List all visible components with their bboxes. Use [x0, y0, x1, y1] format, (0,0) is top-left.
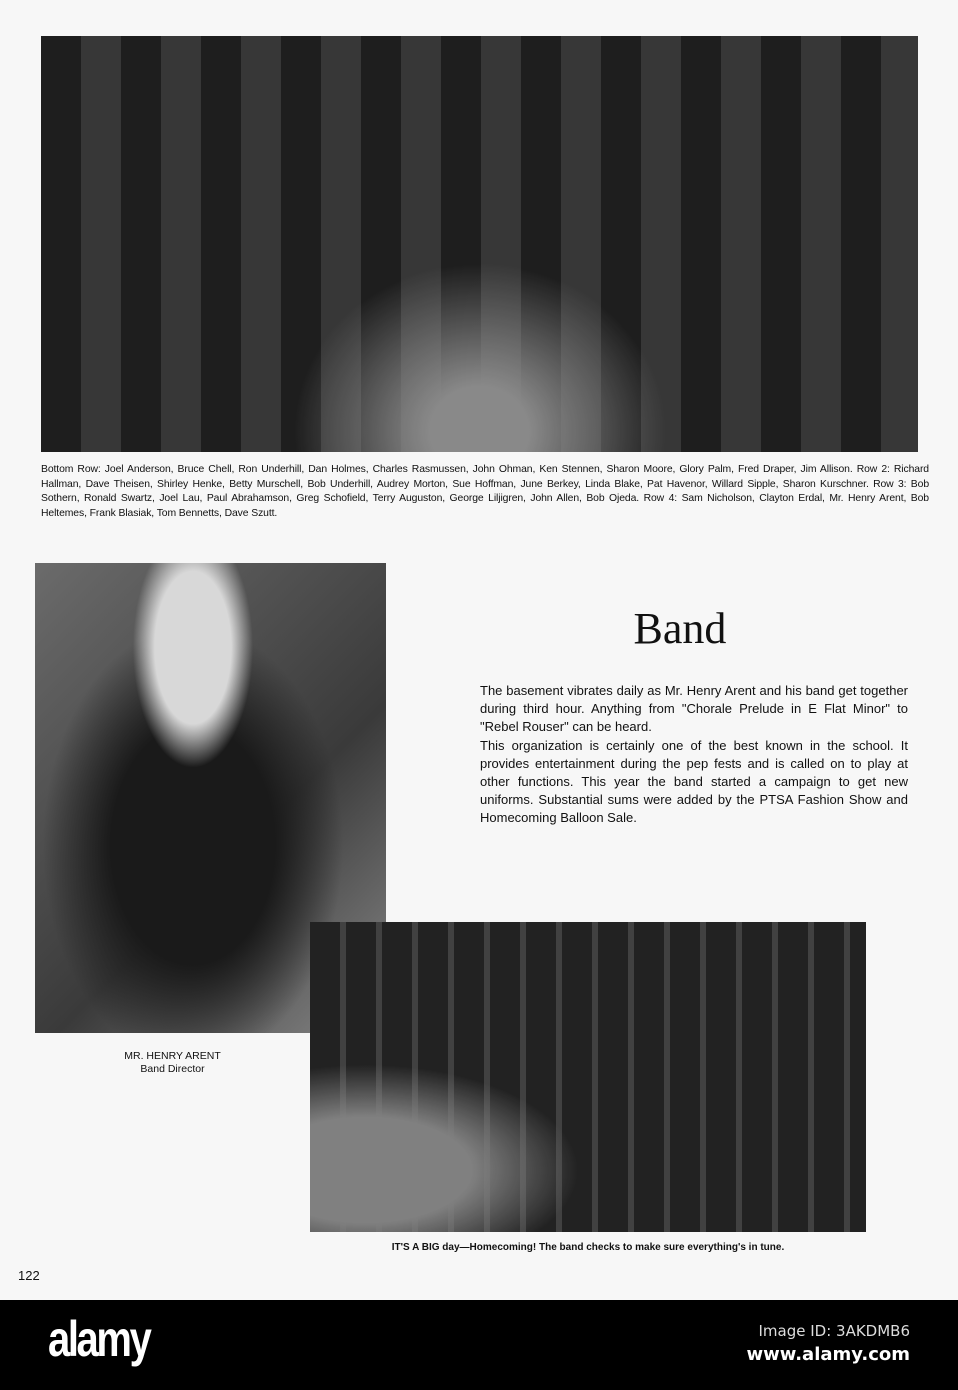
article-paragraph: This organization is certainly one of the best known in the school. It provides entertainment during the pep fests and is called on to play at other functions. This year the band started a campaign to get new uniforms. Substantial sums were added by the PTSA Fashion Show and Homecoming Balloon Sale.: [480, 737, 908, 826]
page-number: 122: [18, 1268, 40, 1283]
site-url[interactable]: www.alamy.com: [746, 1344, 910, 1365]
article-body: [480, 682, 908, 828]
rehearsal-photo-caption: IT'S A BIG day—Homecoming! The band checks to make sure everything's in tune.: [391, 1242, 785, 1253]
group-photo-caption: Bottom Row: Joel Anderson, Bruce Chell, Ron Underhill, Dan Holmes, Charles Rasmussen, John Ohman, Ken Stennen, Sharon Moore, Glory Palm, Fred Draper, Jim Allison. Row 2: Richard Hallman, Dave Theisen, Shirley Henke, Betty Murschell, Bob Underhill, Audrey Morton, Sue Hoffman, June Berkey, Linda Blake, Pat Havenor, Willard Sipple, Sharon Kurschner. Row 3: Bob Sothern, Ronald Swartz, Joel Lau, Paul Abrahamson, Greg Schofield, Terry Auguston, George Liljigren, John Allen, Bob Ojeda. Row 4: Sam Nicholson, Clayton Erdal, Mr. Henry Arent, Bob Heltemes, Frank Blasiak, Tom Bennetts, Dave Szutt.: [41, 464, 929, 519]
director-name: MR. HENRY ARENT: [124, 1050, 221, 1062]
article-title: Band: [633, 604, 727, 653]
image-id: Image ID: 3AKDMB6: [758, 1322, 910, 1340]
alamy-logo: alamy: [48, 1311, 150, 1367]
rehearsal-photo: [310, 922, 866, 1232]
watermark-footer: [0, 1300, 958, 1390]
article-paragraph: The basement vibrates daily as Mr. Henry Arent and his band get together during third hour. Anything from "Chorale Prelude in E Flat Minor" to "Rebel Rouser" can be heard.: [480, 683, 908, 735]
director-role: Band Director: [140, 1063, 205, 1075]
band-group-photo: [41, 36, 918, 452]
director-caption: [35, 1050, 310, 1076]
